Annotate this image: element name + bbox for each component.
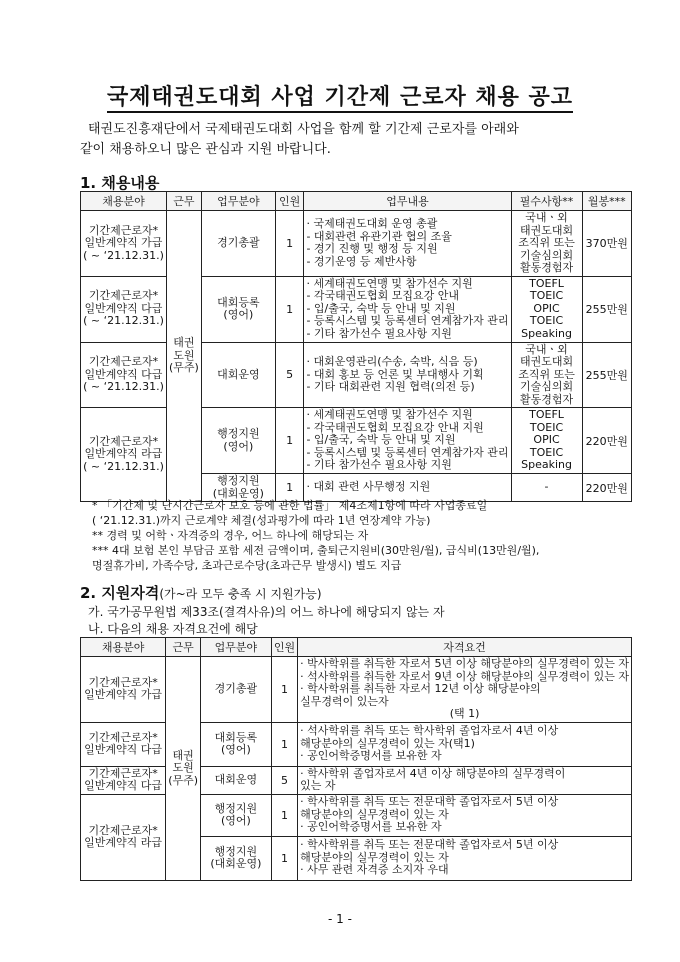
cell-line: (무주) <box>168 773 199 787</box>
table-row <box>81 211 632 277</box>
area-cell <box>201 794 272 836</box>
cell-line: 일반계약직 다급 <box>84 743 163 756</box>
cell-line: ( ~ ‘21.12.31.) <box>83 380 164 393</box>
cell-lines <box>300 725 629 763</box>
cell-line: 해당분야의 실무경력이 있는 자(택1) <box>300 736 475 750</box>
cell-line: - 각국태권도협회 모집요강 안내 지원 <box>306 420 484 434</box>
cell-lines <box>83 825 163 850</box>
table-row <box>81 657 632 723</box>
cell-line: 활동경험자 <box>519 261 574 274</box>
cell-lines <box>514 344 580 407</box>
column-header: 근무 <box>166 638 201 657</box>
cell-line: (영어) <box>221 814 251 827</box>
cell-line: 기간제근로자* <box>88 730 158 744</box>
page-title: 국제태권도대회 사업 기간제 근로자 채용 공고 <box>0 80 680 111</box>
cell-lines <box>514 409 580 472</box>
qualification-table <box>80 637 632 881</box>
count-cell: 5 <box>275 342 304 408</box>
intro-paragraph <box>80 120 620 160</box>
cell-line: 태권도대회 <box>519 355 574 368</box>
field-cell <box>81 657 166 723</box>
cell-line: 행정지원 <box>217 474 260 487</box>
recruitment-table <box>80 191 632 502</box>
cell-lines <box>204 369 273 382</box>
cell-line: (영어) <box>223 439 254 453</box>
field-cell <box>81 794 166 880</box>
field-cell <box>81 766 166 794</box>
column-header: 업무분야 <box>201 638 272 657</box>
cell-lines <box>83 732 163 757</box>
cell-line: 일반계약직 다급 <box>84 367 163 381</box>
cell-line: - 입/출국, 숙박 등 안내 및 지원 <box>306 433 456 447</box>
cell-line: 기간제근로자* <box>88 434 159 448</box>
cell-line: 도원 <box>172 761 194 774</box>
count-cell: 1 <box>271 836 297 880</box>
cell-line: 대회등록 <box>217 295 260 309</box>
cell-line: 기간제근로자* <box>88 766 158 780</box>
qualification-cell <box>298 657 632 723</box>
cell-line: ( ~ ‘21.12.31.) <box>83 248 164 262</box>
cell-line: TOEIC <box>529 289 564 303</box>
cell-line: - 경기 진행 및 행정 등 지원 <box>306 242 438 256</box>
cell-line: OPIC <box>533 301 560 315</box>
cell-line: - 경기운영 등 제반사항 <box>306 254 417 268</box>
area-cell <box>201 722 272 766</box>
requirement-cell <box>511 211 582 277</box>
cell-line: 행정지원 <box>214 844 258 858</box>
cell-line: 일반계약직 다급 <box>84 779 163 792</box>
cell-lines <box>204 237 273 250</box>
cell-lines <box>300 796 629 834</box>
cell-line: · 박사학위를 취득한 자로서 5년 이상 해당분야의 실무경력이 있는 자 <box>300 657 629 670</box>
cell-lines <box>306 218 508 268</box>
cell-line: OPIC <box>533 433 560 447</box>
field-cell <box>81 408 167 502</box>
cell-lines <box>83 677 163 702</box>
cell-line: 일반계약직 라급 <box>84 836 163 849</box>
count-cell: 1 <box>271 722 297 766</box>
count-cell: 1 <box>275 474 304 502</box>
page-number: - 1 - <box>328 912 352 926</box>
cell-line: 일반계약직 다급 <box>84 301 163 315</box>
footnote-line: 명절휴가비, 가족수당, 초과근로수당(초과근무 발생시) 별도 지급 <box>92 559 402 572</box>
area-cell <box>201 657 272 723</box>
duties-cell <box>304 211 511 277</box>
cell-line: Speaking <box>521 458 572 472</box>
cell-lines <box>83 356 164 394</box>
cell-line: - <box>544 480 549 494</box>
cell-lines <box>169 337 199 375</box>
pay-cell: 255만원 <box>582 342 631 408</box>
table-row <box>81 342 632 408</box>
count-cell: 1 <box>275 211 304 277</box>
cell-line: 활동경험자 <box>519 392 574 406</box>
column-header: 필수사항** <box>511 192 582 211</box>
cell-line: 있는 자 <box>300 779 336 792</box>
pay-cell: 255만원 <box>582 276 631 342</box>
cell-line: · 대회 관련 사무행정 지원 <box>306 480 431 494</box>
cell-lines <box>300 768 629 793</box>
cell-line: · 대회운영관리(수송, 숙박, 식음 등) <box>306 355 478 368</box>
cell-line: 도원 <box>173 348 195 362</box>
cell-lines <box>203 683 269 696</box>
field-cell <box>81 722 166 766</box>
pay-cell: 220만원 <box>582 408 631 474</box>
section-heading: 1. 채용내용 <box>80 174 160 192</box>
cell-line: 태권도대회 <box>519 223 574 237</box>
cell-line: - 기타 참가선수 필요사항 지원 <box>306 458 452 472</box>
duties-cell <box>304 342 511 408</box>
column-header: 월봉*** <box>582 192 631 211</box>
cell-lines <box>203 732 269 757</box>
cell-lines <box>203 846 269 871</box>
duties-cell <box>304 276 511 342</box>
cell-lines <box>83 290 164 328</box>
qualification-item: 나. 다음의 채용 자격요건에 해당 <box>88 622 258 636</box>
cell-line: - 각국태권도협회 모집요강 안내 <box>306 289 460 303</box>
cell-line: - 등록시스템 및 등록센터 연계참가자 관리 <box>306 445 509 459</box>
cell-line: 해당분야의 실무경력이 있는 자 <box>300 807 449 821</box>
cell-line: - 기타 대회관련 지원 협력(의전 등) <box>306 380 475 393</box>
column-header: 인원 <box>275 192 304 211</box>
cell-line: - 입/출국, 숙박 등 안내 및 지원 <box>306 301 456 315</box>
pay-cell: 370만원 <box>582 211 631 277</box>
cell-line: ( ~ ‘21.12.31.) <box>83 314 164 328</box>
cell-line: · 공인어학증명서를 보유한 자 <box>300 749 442 763</box>
count-cell: 1 <box>271 657 297 723</box>
cell-line: 조직위 또는 <box>518 236 575 249</box>
cell-line: · 학사학위를 취득한 자로서 12년 이상 해당분야의 <box>300 682 541 695</box>
requirement-cell <box>511 408 582 474</box>
footnote-line: ** 경력 및 어학ㆍ자격증의 경우, 어느 하나에 해당되는 자 <box>92 529 369 542</box>
cell-line: 경기총괄 <box>217 236 260 249</box>
field-cell <box>81 342 167 408</box>
cell-line: TOEIC <box>529 445 564 459</box>
cell-line: 기간제근로자* <box>88 823 158 837</box>
count-cell: 1 <box>271 794 297 836</box>
cell-lines <box>168 750 198 788</box>
cell-line: 기술심의회 <box>519 380 574 393</box>
column-header: 채용분야 <box>81 638 166 657</box>
qualification-cell <box>298 794 632 836</box>
cell-line: 기간제근로자* <box>88 355 159 368</box>
cell-line: TOEFL <box>529 408 564 422</box>
area-cell <box>201 836 272 880</box>
cell-line: 국내ㆍ외 <box>525 211 568 224</box>
cell-line: 경기총괄 <box>214 682 258 695</box>
cell-line: - 대회관련 유관기관 협의 조율 <box>306 229 452 243</box>
cell-line: 국내ㆍ외 <box>525 342 568 356</box>
field-cell <box>81 276 167 342</box>
cell-lines <box>83 225 164 263</box>
requirement-cell <box>511 276 582 342</box>
cell-lines <box>306 481 508 494</box>
cell-lines <box>204 297 273 322</box>
table-row <box>81 766 632 794</box>
pay-cell: 220만원 <box>582 474 631 502</box>
cell-line: 행정지원 <box>214 801 258 815</box>
area-cell <box>201 342 275 408</box>
section-heading: 2. 지원자격(가~라 모두 충족 시 지원가능) <box>80 584 322 602</box>
cell-line: 태권 <box>173 336 195 350</box>
cell-line: ( ~ ‘21.12.31.) <box>83 459 164 473</box>
cell-lines <box>204 475 273 500</box>
field-cell <box>81 211 167 277</box>
cell-line: (대회운영) <box>212 486 264 500</box>
cell-line: - 대회 홍보 등 언론 및 부대행사 기획 <box>306 367 484 381</box>
cell-line: · 석사학위를 취득한 자로서 9년 이상 해당분야의 실무경력이 있는 자 <box>300 669 629 683</box>
duties-cell <box>304 408 511 474</box>
table-row <box>81 794 632 836</box>
cell-lines <box>306 409 508 472</box>
cell-line: 태권 <box>172 748 194 762</box>
intro-line: 같이 채용하오니 많은 관심과 지원 바랍니다. <box>80 142 331 157</box>
column-header: 근무 <box>166 192 201 211</box>
intro-line: 태권도진흥재단에서 국제태권도대회 사업을 함께 할 기간제 근로자를 아래와 <box>88 122 519 137</box>
qualification-cell <box>298 836 632 880</box>
work-place-cell <box>166 211 201 502</box>
cell-line: · 학사학위 졸업자로서 4년 이상 해당분야의 실무경력이 <box>300 766 566 780</box>
cell-line: 대회운영 <box>217 367 260 381</box>
cell-line: (무주) <box>168 361 199 375</box>
column-header: 인원 <box>271 638 297 657</box>
cell-line: 해당분야의 실무경력이 있는 자 <box>300 850 449 864</box>
cell-line: · 사무 관련 자격증 소지자 우대 <box>300 863 449 877</box>
cell-lines <box>83 436 164 474</box>
cell-line: Speaking <box>521 326 572 340</box>
cell-line: 일반계약직 가급 <box>84 688 163 702</box>
table-row <box>81 408 632 474</box>
cell-line: TOEIC <box>529 314 564 328</box>
cell-line: · 학사학위를 취득 또는 전문대학 졸업자로서 5년 이상 <box>300 838 559 852</box>
qualification-item: 가. 국가공무원법 제33조(결격사유)의 어느 하나에 해당되지 않는 자 <box>88 605 445 619</box>
work-place-cell <box>166 657 201 881</box>
column-header: 자격요건 <box>298 638 632 657</box>
cell-line: · 학사학위를 취득 또는 전문대학 졸업자로서 5년 이상 <box>300 795 559 809</box>
cell-line: (영어) <box>223 308 254 321</box>
cell-line: (택 1) <box>449 707 480 720</box>
count-cell: 1 <box>275 276 304 342</box>
cell-line: - 기타 참가선수 필요사항 지원 <box>306 326 452 340</box>
cell-line: 조직위 또는 <box>518 367 575 381</box>
footnotes <box>92 498 652 573</box>
footnote-line: *** 4대 보험 본인 부담금 포함 세전 금액이며, 출퇴근지원비(30만원/월), 급식비(13만원/월), <box>92 544 540 557</box>
table-row <box>81 722 632 766</box>
cell-line: 기술심의회 <box>519 248 574 262</box>
cell-line: 일반계약직 라급 <box>84 447 163 461</box>
cell-line: 대회운영 <box>214 772 258 786</box>
area-cell <box>201 408 275 474</box>
cell-line: · 세계태권도연맹 및 참가선수 지원 <box>306 408 473 422</box>
column-header: 업무분야 <box>201 192 275 211</box>
area-cell <box>201 211 275 277</box>
cell-line: · 공인어학증명서를 보유한 자 <box>300 820 442 834</box>
count-cell: 1 <box>275 408 304 474</box>
cell-lines <box>203 803 269 828</box>
area-cell <box>201 766 272 794</box>
cell-line: 기간제근로자* <box>88 675 158 689</box>
cell-lines <box>300 839 629 877</box>
column-header: 채용분야 <box>81 192 167 211</box>
cell-lines <box>204 428 273 453</box>
cell-lines <box>514 278 580 341</box>
qualification-cell <box>298 766 632 794</box>
cell-line: 실무경력이 있는자 <box>300 694 389 708</box>
cell-line: 대회등록 <box>214 730 258 744</box>
cell-line: TOEIC <box>529 420 564 434</box>
count-cell: 5 <box>271 766 297 794</box>
footnote-line: * 「기간제 및 단시간근로자 보호 등에 관한 법률」 제4조제1항에 따라 사업종료일 <box>92 499 488 512</box>
table-row <box>81 276 632 342</box>
qualification-cell <box>298 722 632 766</box>
cell-lines <box>306 278 508 341</box>
cell-lines <box>514 212 580 275</box>
cell-line: 행정지원 <box>217 427 260 440</box>
requirement-cell <box>511 342 582 408</box>
cell-line: 기간제근로자* <box>88 289 159 303</box>
column-header: 업무내용 <box>304 192 511 211</box>
cell-line: · 세계태권도연맹 및 참가선수 지원 <box>306 276 473 290</box>
cell-lines <box>306 356 508 394</box>
cell-line: (영어) <box>221 743 251 756</box>
cell-line: · 국제태권도대회 운영 총괄 <box>306 217 438 231</box>
footnote-line: ( ‘21.12.31.)까지 근로계약 체결(성과평가에 따라 1년 연장계약 가능) <box>92 514 431 527</box>
cell-line: · 석사학위를 취득 또는 학사학위 졸업자로서 4년 이상 <box>300 724 559 738</box>
cell-line: - 등록시스템 및 등록센터 연계참가자 관리 <box>306 314 509 328</box>
cell-line: 기간제근로자* <box>88 223 159 237</box>
cell-line: (대회운영) <box>210 857 262 870</box>
cell-line: TOEFL <box>529 276 564 290</box>
cell-line: 일반계약직 가급 <box>84 236 163 249</box>
cell-lines <box>203 774 269 787</box>
cell-lines <box>300 658 629 721</box>
cell-lines <box>83 768 163 793</box>
cell-lines <box>514 481 580 494</box>
area-cell <box>201 276 275 342</box>
